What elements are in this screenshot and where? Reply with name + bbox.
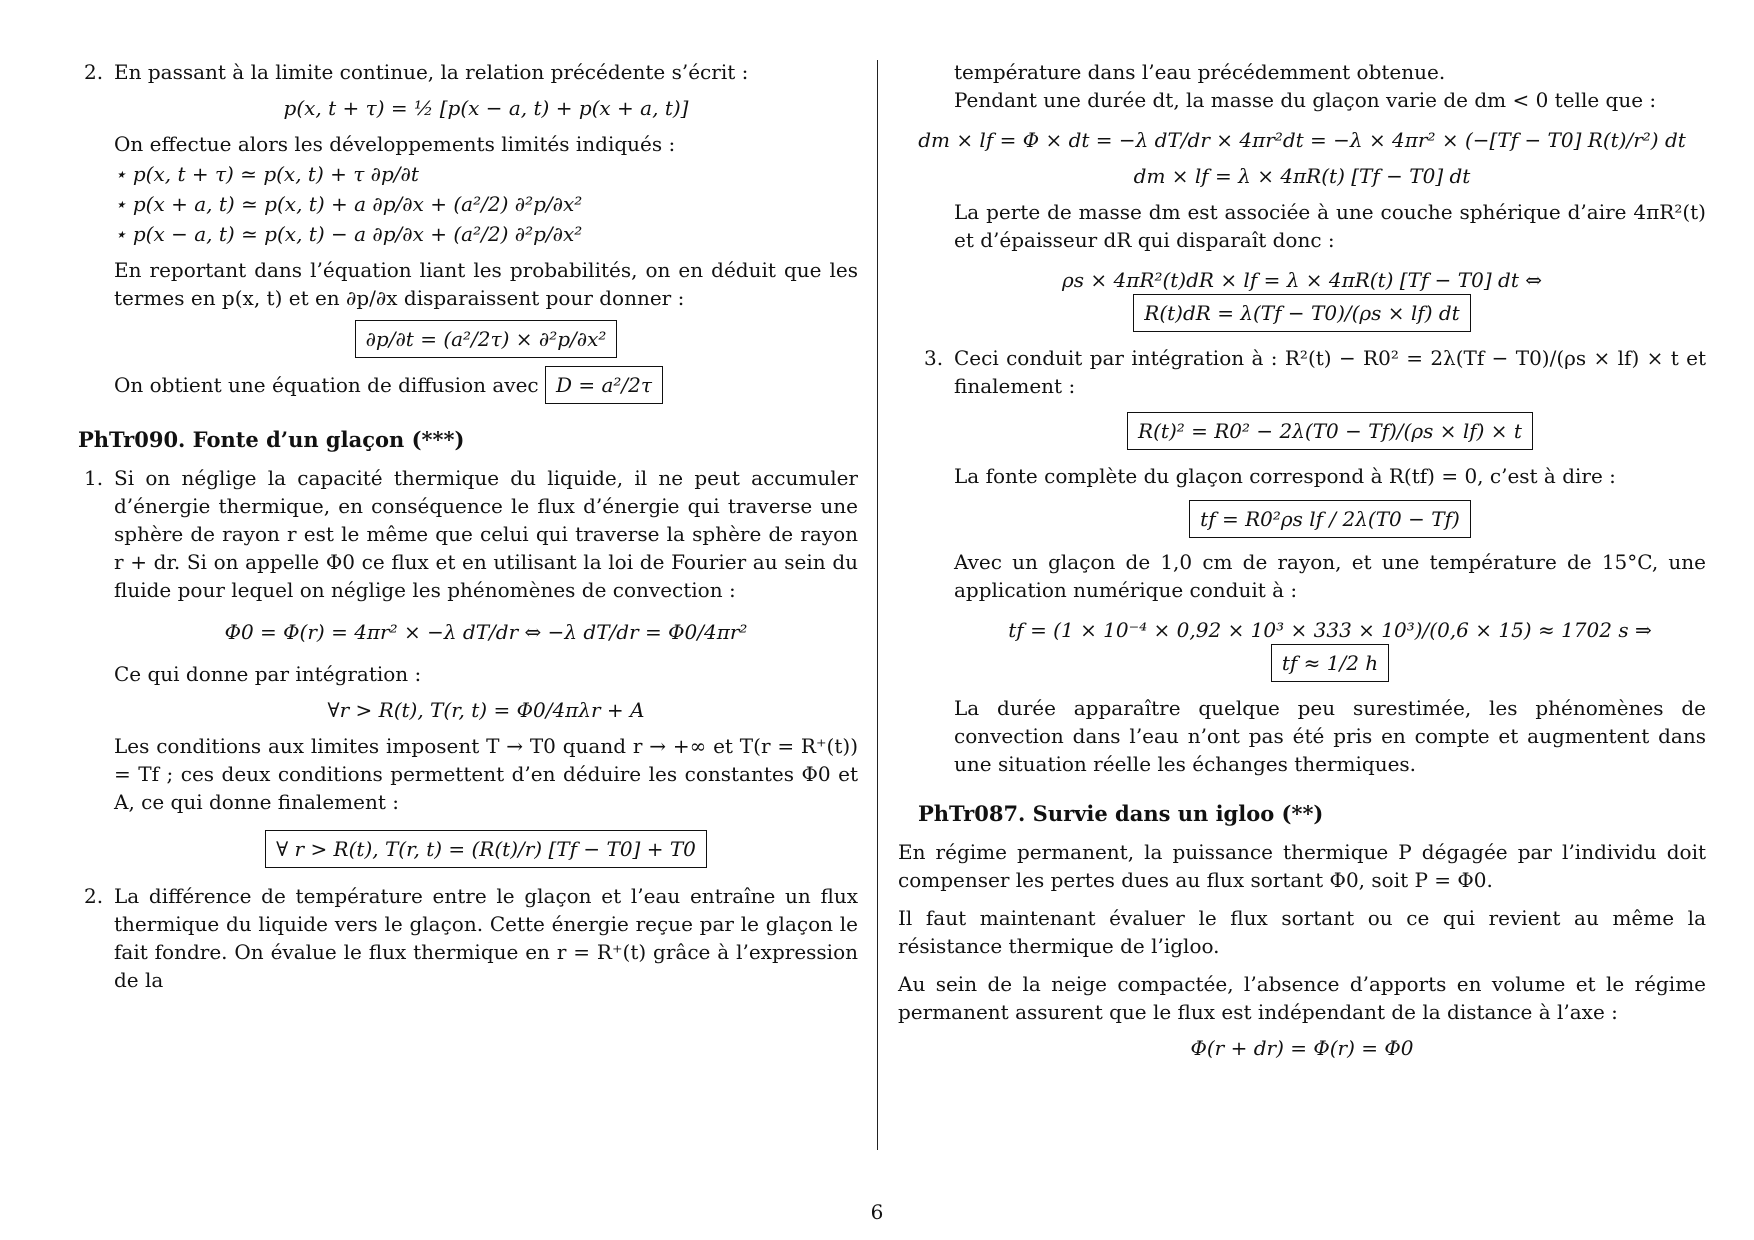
numeric-result-box: tf ≈ 1/2 h: [1271, 644, 1389, 682]
section-title-phtr090: PhTr090. Fonte d’un glaçon (***): [78, 427, 465, 452]
integration-text: Ce qui donne par intégration :: [114, 662, 422, 686]
section-title-phtr087: PhTr087. Survie dans un igloo (**): [918, 801, 1324, 826]
igloo-paragraph-2: Il faut maintenant évaluer le flux sortant ou ce qui revient au même la résistance thermique de l’igloo.: [898, 906, 1706, 958]
integration-equation: ∀r > R(t), T(r, t) = Φ0/4πλr + A: [327, 698, 645, 722]
igloo-paragraph-3: Au sein de la neige compactée, l’absence d’apports en volume et le régime permanent assurent que le flux est indépendant de la distance à l’axe :: [898, 972, 1706, 1024]
rho-equation-line: [898, 266, 1706, 332]
obtient-text: On obtient une équation de diffusion avec: [114, 373, 539, 397]
s1-block: [78, 464, 858, 868]
numeric-text: Avec un glaçon de 1,0 cm de rayon, et une température de 15°C, une application numérique conduit à :: [954, 550, 1706, 602]
igloo-equation: Φ(r + dr) = Φ(r) = Φ0: [1190, 1036, 1414, 1060]
dm-equation-1: dm × lf = Φ × dt = −λ dT/dr × 4πr²dt = −λ × 4πr² × (−[Tf − T0] R(t)/r²) dt: [918, 128, 1686, 152]
limits-text: Les conditions aux limites imposent T → T0 quand r → +∞ et T(r = R⁺(t)) = Tf ; ces deux conditions permettent d’en déduire les constantes Φ0 et A, ce qui donne finalement :: [114, 734, 858, 814]
page-number: 6: [870, 1200, 884, 1224]
fourier-equation: Φ0 = Φ(r) = 4πr² × −λ dT/dr ⇔ −λ dT/dr = Φ0/4πr²: [224, 620, 748, 644]
duree-text: La durée apparaître quelque peu surestimée, les phénomènes de convection dans l’eau n’ont pas été pris en compte et augmentent dans une situation réelle les échanges thermiques.: [954, 696, 1706, 776]
development-2: ⋆ p(x + a, t) ≃ p(x, t) + a ∂p/∂x + (a²/2) ∂²p/∂x²: [114, 192, 583, 216]
final-temperature-box: ∀ r > R(t), T(r, t) = (R(t)/r) [Tf − T0] + T0: [265, 830, 707, 868]
item-number: 2.: [84, 884, 104, 908]
s2-text: La différence de température entre le glaçon et l’eau entraîne un flux thermique du liquide vers le glaçon. Cette énergie reçue par le glaçon le fait fondre. On évalue le flux thermique en r = R⁺(t) grâce à l’expression de la: [114, 884, 858, 992]
column-divider: [877, 60, 878, 1150]
fonte-text: La fonte complète du glaçon correspond à R(tf) = 0, c’est à dire :: [954, 464, 1616, 488]
tf-equation-box: tf = R0²ρs lf / 2λ(T0 − Tf): [1189, 500, 1471, 538]
s3-block: [918, 344, 1706, 778]
diffusion-equation-box: ∂p/∂t = (a²/2τ) × ∂²p/∂x²: [355, 320, 618, 358]
D-equation-box: D = a²/2τ: [545, 366, 663, 404]
report-text: En reportant dans l’équation liant les probabilités, on en déduit que les termes en p(x, t) et en ∂p/∂x disparaissent pour donner :: [114, 258, 858, 310]
rho-equation: ρs × 4πR²(t)dR × lf = λ × 4πR(t) [Tf − T0] dt ⇔: [1062, 268, 1542, 292]
dt-text: Pendant une durée dt, la masse du glaçon varie de dm < 0 telle que :: [954, 88, 1657, 112]
item-number: 1.: [84, 466, 104, 490]
igloo-paragraph-1: En régime permanent, la puissance thermique P dégagée par l’individu doit compenser les pertes dues au flux sortant Φ0, soit P = Φ0.: [898, 840, 1706, 892]
item-number: 3.: [924, 346, 944, 370]
rho-equation-box: R(t)dR = λ(Tf − T0)/(ρs × lf) dt: [1133, 294, 1470, 332]
perte-text: La perte de masse dm est associée à une couche sphérique d’aire 4πR²(t) et d’épaisseur dR qui disparaît donc :: [954, 200, 1706, 252]
question-2-block: [78, 58, 858, 404]
continuation-text: température dans l’eau précédemment obtenue.: [954, 60, 1446, 84]
development-3: ⋆ p(x − a, t) ≃ p(x, t) − a ∂p/∂x + (a²/2) ∂²p/∂x²: [114, 222, 583, 246]
s2-block: [78, 882, 858, 994]
right-column: [898, 58, 1706, 1070]
item-number: 2.: [84, 60, 104, 84]
left-column: [78, 58, 858, 994]
numeric-equation: tf = (1 × 10⁻⁴ × 0,92 × 10³ × 333 × 10³)/(0,6 × 15) ≈ 1702 s ⇒: [1008, 618, 1652, 642]
dm-equation-2: dm × lf = λ × 4πR(t) [Tf − T0] dt: [1133, 164, 1471, 188]
limit-equation: p(x, t + τ) = ½ [p(x − a, t) + p(x + a, t)]: [283, 96, 689, 120]
q2-intro: En passant à la limite continue, la relation précédente s’écrit :: [114, 60, 749, 84]
obtient-line: [114, 366, 858, 404]
development-1: ⋆ p(x, t + τ) ≃ p(x, t) + τ ∂p/∂t: [114, 162, 419, 186]
s1-text: Si on néglige la capacité thermique du liquide, il ne peut accumuler d’énergie thermique, en conséquence le flux d’énergie qui traverse une sphère de rayon r est le même que celui qui traverse la sphère de rayon r + dr. Si on appelle Φ0 ce flux et en utilisant la loi de Fourier au sein du fluide pour lequel on néglige les phénomènes de convection :: [114, 466, 858, 602]
s3-text: Ceci conduit par intégration à : R²(t) − R0² = 2λ(Tf − T0)/(ρs × lf) × t et finalement :: [954, 346, 1706, 398]
R-equation-box: R(t)² = R0² − 2λ(T0 − Tf)/(ρs × lf) × t: [1127, 412, 1533, 450]
numeric-equation-line: [954, 616, 1706, 682]
dev-intro: On effectue alors les développements limités indiqués :: [114, 132, 676, 156]
